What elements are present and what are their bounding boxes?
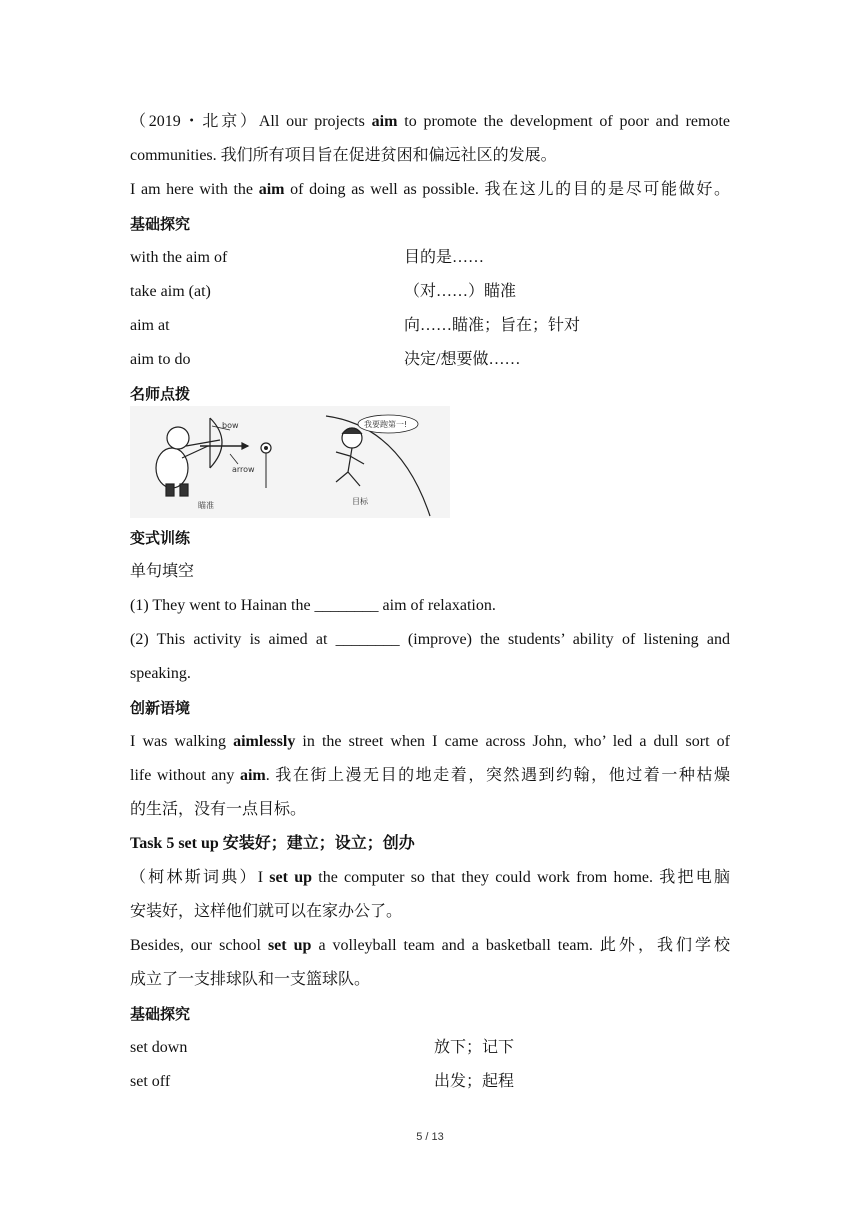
phrase-row <box>130 248 485 268</box>
phrase-zh: 放下；记下 <box>434 1039 515 1056</box>
context-sentence: I was walking aimlessly in the street when I came across John, who’ led a dull sort of <box>130 733 730 750</box>
keyword: set up <box>269 869 312 886</box>
cartoon-figure <box>130 406 450 518</box>
section-heading-basic-2: 基础探究 <box>130 1005 191 1023</box>
phrase-zh: （对……）瞄准 <box>404 283 517 300</box>
example-setup-1-cont: 安装好，这样他们就可以在家办公了。 <box>130 903 403 920</box>
question-1: (1) They went to Hainan the ________ aim of relaxation. <box>130 597 496 614</box>
aim-illustration <box>130 406 450 518</box>
aim-label: 瞄准 <box>198 501 214 510</box>
example-aim-1: （2019・北京）All our projects aim to promote the development of poor and remote <box>130 113 731 130</box>
example-setup-2-cont: 成立了一支排球队和一支篮球队。 <box>130 971 371 988</box>
phrase-row <box>130 1038 515 1058</box>
keyword: aim <box>371 113 398 130</box>
example-setup-1: （柯林斯词典）I set up the computer so that they could work from home. 我把电脑 <box>130 869 730 886</box>
example-aim-2: I am here with the aim of doing as well as possible. 我在这儿的目的是尽可能做好。 <box>130 181 730 198</box>
phrase-row <box>130 282 517 302</box>
section-heading-tips: 名师点拨 <box>130 385 191 403</box>
practice-subheading: 单句填空 <box>130 563 195 580</box>
keyword: aimlessly <box>233 733 296 750</box>
phrase-en: with the aim of <box>130 249 228 266</box>
example-aim-1-cont: communities. 我们所有项目旨在促进贫困和偏远社区的发展。 <box>130 147 557 164</box>
section-heading-context: 创新语境 <box>130 699 191 717</box>
section-heading-basic-1: 基础探究 <box>130 215 191 233</box>
svg-text:我要跑第一!: 我要跑第一! <box>364 420 408 429</box>
section-heading-practice: 变式训练 <box>130 529 191 547</box>
keyword: aim <box>258 181 285 198</box>
phrase-row <box>130 1072 515 1092</box>
arrow-label: arrow <box>232 465 255 474</box>
task-5-title: Task 5 set up 安装好；建立；设立；创办 <box>130 835 415 852</box>
page-number: 5 / 13 <box>416 1131 444 1143</box>
phrase-en: aim to do <box>130 351 191 368</box>
phrase-zh: 向……瞄准；旨在；针对 <box>404 317 581 334</box>
example-setup-2: Besides, our school set up a volleyball team and a basketball team. 此外，我们学校 <box>130 937 731 954</box>
context-sentence-cont: life without any aim. 我在街上漫无目的地走着，突然遇到约翰，他过着一种枯燥 <box>130 767 730 784</box>
question-2-cont: speaking. <box>130 665 191 682</box>
question-2: (2) This activity is aimed at ________ (improve) the students’ ability of listening and <box>130 631 730 648</box>
context-sentence-end: 的生活，没有一点目标。 <box>130 801 307 818</box>
speech-bubble <box>358 415 418 433</box>
goal-label: 目标 <box>352 497 368 506</box>
phrase-row <box>130 350 521 370</box>
keyword: aim <box>239 767 266 784</box>
bow-label: bow <box>222 421 239 430</box>
source-label: （2019・北京） <box>130 113 259 130</box>
target-icon <box>261 443 271 488</box>
phrase-row <box>130 316 581 336</box>
phrase-en: set off <box>130 1073 171 1090</box>
phrase-en: take aim (at) <box>130 283 211 300</box>
phrase-zh: 出发；起程 <box>434 1073 515 1090</box>
keyword: set up <box>267 937 312 954</box>
phrase-en: set down <box>130 1039 188 1056</box>
phrase-en: aim at <box>130 317 170 334</box>
phrase-zh: 决定/想要做…… <box>404 351 521 368</box>
phrase-zh: 目的是…… <box>404 249 485 266</box>
